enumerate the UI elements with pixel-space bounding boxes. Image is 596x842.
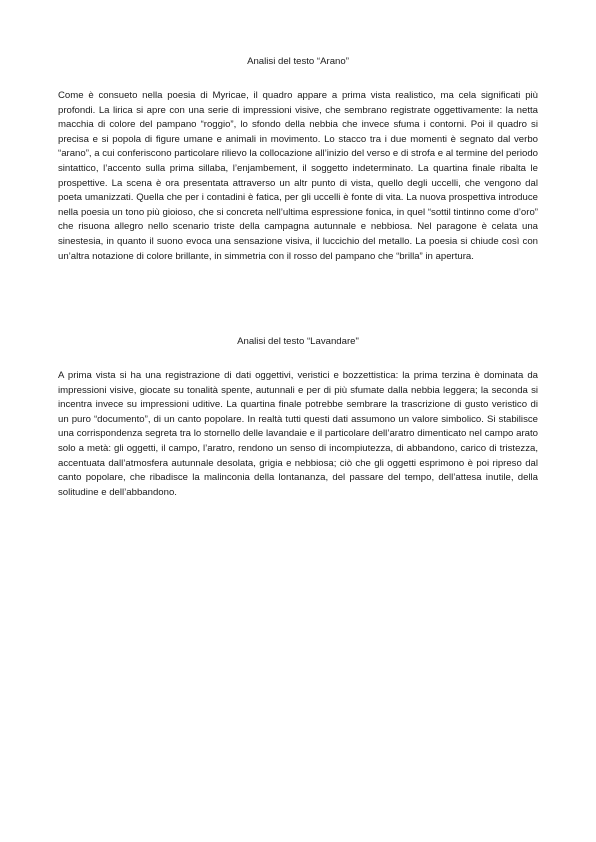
section-title: Analisi del testo “Arano” xyxy=(247,56,349,67)
section-body: A prima vista si ha una registrazione di dati oggettivi, veristici e bozzettistica: la prima terzina è dominata da impressioni visive, giocate su tonalità spente, autunnali e per di più sfumate dalla nebbia leggera; la seconda si incentra invece su impressioni uditive. La quartina finale potrebbe sembrare la trascrizione di gusto veristico di un puro “documento”, di un canto popolare. In realtà tutti questi dati assumono un valore simbolico. Si stabilisce una corrispondenza segreta tra lo stornello delle lavandaie e il particolare dell’aratro dimenticato nel campo arato solo a metà: gli oggetti, il campo, l’aratro, rendono un senso di incompiutezza, di abbandono, carico di tristezza, accentuata dall’atmosfera autunnale desolata, grigia e nebbiosa; ciò che gli oggetti esprimono è poi ripreso dal canto popolare, che ribadisce la malinconia della lontananza, del passare del tempo, dell’attesa inutile, della solitudine e dell’abbandono. xyxy=(58,370,538,498)
analysis-section-lavandare xyxy=(58,335,538,500)
section-body: Come è consueto nella poesia di Myricae, il quadro appare a prima vista realistico, ma cela significati più profondi. La lirica si apre con una serie di impressioni visive, che sembrano registrate oggettivamente: la netta macchia di colore del pampano “roggio”, lo sfondo della nebbia che invece sfuma i contorni. Poi il quadro si precisa e si popola di figure umane e animali in movimento. Lo stacco tra i due momenti è segnato dal verbo “arano”, a cui conferiscono particolare rilievo la collocazione all’inizio del verso e di strofa e al termine del periodo sintattico, l’accento sulla prima sillaba, l’enjambement, il soggetto indeterminato. La quartina finale ribalta le prospettive. La scena è ora presentata attraverso un altr punto di vista, quello degli uccelli, che vengono dal poeta umanizzati. Quella che per i contadini è fatica, per gli uccelli è fonte di vita. La nuova prospettiva introduce nella poesia un tono più gioioso, che si concreta nell’ultima espressione fonica, in quel “sottil tintinno come d’oro” che risuona allegro nello scenario triste della campagna autunnale e nebbiosa. Nel paragone è celata una sinestesia, in quanto il suono evoca una sensazione visiva, il luccichio del metallo. La poesia si chiude così con un’altra notazione di colore brillante, in simmetria con il rosso del pampano che “brilla” in apertura. xyxy=(58,90,538,262)
section-title: Analisi del testo “Lavandare" xyxy=(237,336,359,347)
analysis-section-arano xyxy=(58,55,538,264)
